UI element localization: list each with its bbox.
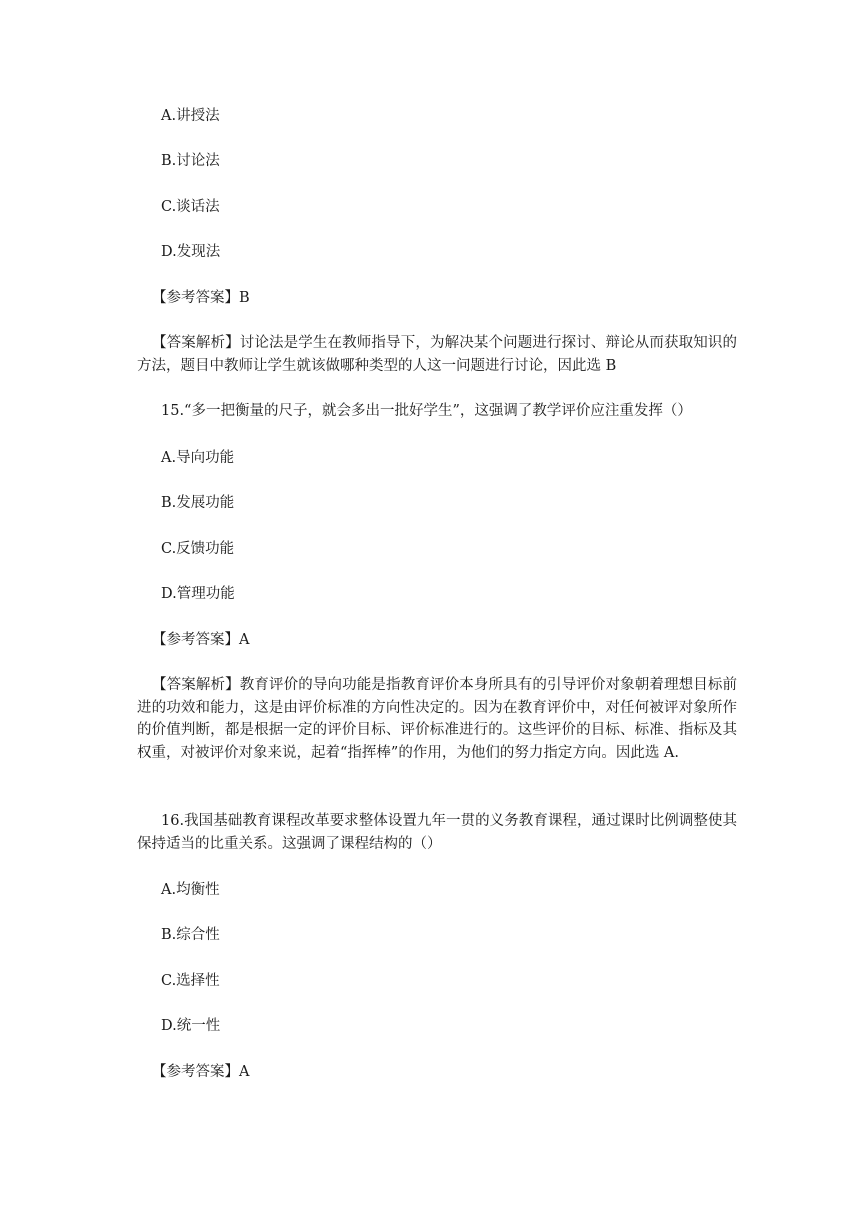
q14-option-d: D.发现法 bbox=[161, 244, 221, 260]
q15-answer bbox=[152, 632, 249, 648]
q15-analysis-text: 教育评价的导向功能是指教育评价本身所具有的引导评价对象朝着理想目标前进的功效和能力，这是由评价标准的方向性决定的。因为在教育评价中，对任何被评对象所作的价值判断，都是根据一定的评价目标、评价标准进行的。这些评价的目标、标准、指标及其权重，对被评价对象来说，起着“指挥棒”的作用，为他们的努力指定方向。因此选 A. bbox=[137, 677, 738, 761]
q16-option-d: D.统一性 bbox=[161, 1018, 221, 1034]
q16-answer bbox=[152, 1064, 249, 1080]
q15-question: 15.“多一把衡量的尺子，就会多出一批好学生”，这强调了教学评价应注重发挥（） bbox=[161, 403, 692, 419]
q15-option-a: A.导向功能 bbox=[161, 450, 235, 466]
q16-option-b: B.综合性 bbox=[161, 927, 220, 943]
q16-answer-value: A bbox=[239, 1064, 250, 1080]
q15-option-d: D.管理功能 bbox=[161, 586, 235, 602]
q14-answer-value: B bbox=[239, 290, 250, 306]
q15-option-c: C.反馈功能 bbox=[161, 541, 235, 557]
q15-option-b: B.发展功能 bbox=[161, 495, 235, 511]
q15-analysis bbox=[137, 674, 737, 764]
q14-option-a: A.讲授法 bbox=[161, 108, 220, 124]
q16-option-c: C.选择性 bbox=[161, 973, 220, 989]
q16-option-a: A.均衡性 bbox=[161, 882, 220, 898]
q14-analysis bbox=[137, 332, 737, 377]
q14-analysis-text: 讨论法是学生在教师指导下，为解决某个问题进行探讨、辩论从而获取知识的方法，题目中教师让学生就该做哪种类型的人这一问题进行讨论，因此选 B bbox=[137, 335, 738, 374]
q16-answer-label: 【参考答案】 bbox=[152, 1064, 239, 1080]
q16-question: 16.我国基础教育课程改革要求整体设置九年一贯的义务教育课程，通过课时比例调整使其保持适当的比重关系。这强调了课程结构的（） bbox=[137, 813, 737, 852]
q15-answer-value: A bbox=[239, 632, 250, 648]
q15-answer-label: 【参考答案】 bbox=[152, 632, 239, 648]
q14-answer-label: 【参考答案】 bbox=[152, 290, 239, 306]
q14-answer bbox=[152, 290, 250, 306]
q14-analysis-label: 【答案解析】 bbox=[152, 335, 240, 351]
q15-analysis-label: 【答案解析】 bbox=[152, 677, 240, 693]
q14-option-c: C.谈话法 bbox=[161, 199, 220, 215]
q14-option-b: B.讨论法 bbox=[161, 153, 220, 169]
